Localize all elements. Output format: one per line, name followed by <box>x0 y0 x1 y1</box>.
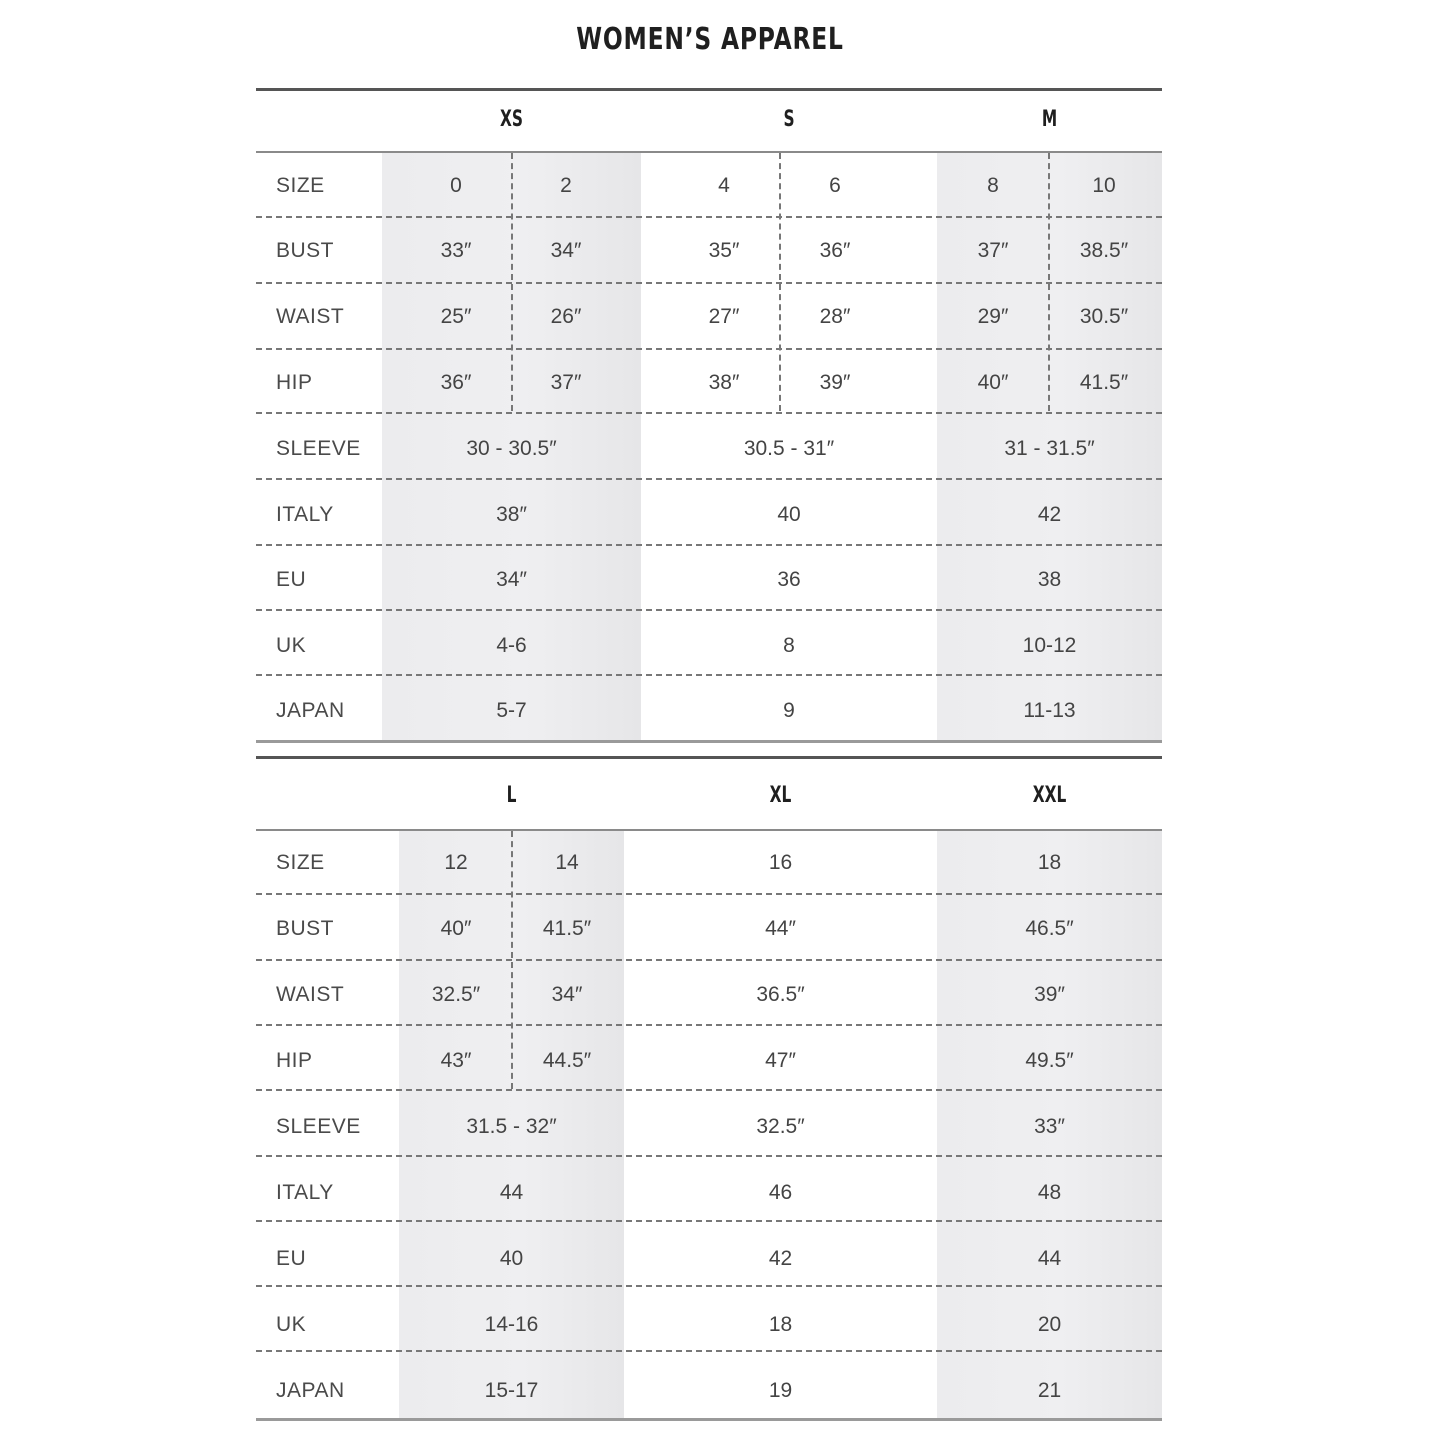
cell-waist: 26″ <box>550 305 582 328</box>
page-title: WOMEN’S APPAREL <box>576 22 844 57</box>
row-label-size: SIZE <box>276 174 325 197</box>
cell-size: 16 <box>768 851 793 874</box>
cell-hip: 39″ <box>819 371 851 394</box>
cell-size: 8 <box>987 174 999 197</box>
cell-italy: 48 <box>1037 1181 1062 1204</box>
cell-hip: 40″ <box>977 371 1009 394</box>
cell-size: 6 <box>829 174 841 197</box>
cell-waist: 30.5″ <box>1079 305 1129 328</box>
cell-japan: 21 <box>1037 1379 1062 1402</box>
cell-uk: 14-16 <box>484 1313 539 1336</box>
cell-waist: 29″ <box>977 305 1009 328</box>
row-label-bust: BUST <box>276 239 335 262</box>
cell-italy: 42 <box>1037 503 1062 526</box>
cell-sleeve: 33″ <box>1034 1115 1065 1138</box>
cell-japan: 5-7 <box>496 699 527 722</box>
cell-bust: 41.5″ <box>542 917 592 940</box>
header-xs: XS <box>500 107 523 132</box>
cell-size: 14 <box>555 851 579 874</box>
cell-sleeve: 31.5 - 32″ <box>466 1115 557 1138</box>
cell-hip: 47″ <box>765 1049 796 1072</box>
row-label-sleeve: SLEEVE <box>276 1115 361 1138</box>
cell-sleeve: 31 - 31.5″ <box>1004 437 1095 460</box>
cell-bust: 35″ <box>708 239 740 262</box>
cell-waist: 28″ <box>819 305 851 328</box>
cell-eu: 38 <box>1037 568 1062 591</box>
row-label-italy: ITALY <box>276 1181 334 1204</box>
row-label-sleeve: SLEEVE <box>276 437 361 460</box>
cell-size: 4 <box>718 174 730 197</box>
size-chart-xs-s-m <box>256 88 1162 743</box>
row-label-japan: JAPAN <box>276 699 345 722</box>
cell-waist: 32.5″ <box>431 983 481 1006</box>
cell-sleeve: 32.5″ <box>756 1115 805 1138</box>
row-label-hip: HIP <box>276 1049 313 1072</box>
cell-hip: 38″ <box>708 371 740 394</box>
cell-hip: 49.5″ <box>1025 1049 1074 1072</box>
cell-uk: 4-6 <box>496 634 527 657</box>
header-m: M <box>1041 107 1058 132</box>
cell-bust: 38.5″ <box>1079 239 1129 262</box>
cell-hip: 41.5″ <box>1079 371 1129 394</box>
cell-bust: 33″ <box>440 239 472 262</box>
cell-size: 2 <box>560 174 572 197</box>
row-label-hip: HIP <box>276 371 313 394</box>
cell-eu: 34″ <box>496 568 527 591</box>
cell-bust: 46.5″ <box>1025 917 1074 940</box>
cell-bust: 37″ <box>977 239 1009 262</box>
row-label-size: SIZE <box>276 851 325 874</box>
cell-japan: 11-13 <box>1023 699 1076 722</box>
cell-eu: 44 <box>1037 1247 1062 1270</box>
cell-italy: 44 <box>499 1181 524 1204</box>
row-label-eu: EU <box>276 1247 307 1270</box>
cell-italy: 38″ <box>496 503 527 526</box>
cell-waist: 25″ <box>440 305 472 328</box>
cell-hip: 43″ <box>440 1049 472 1072</box>
cell-uk: 10-12 <box>1022 634 1077 657</box>
row-label-waist: WAIST <box>276 983 345 1006</box>
header-xxl: XXL <box>1032 783 1067 808</box>
row-label-waist: WAIST <box>276 305 345 328</box>
cell-hip: 37″ <box>550 371 582 394</box>
header-l: L <box>506 783 517 808</box>
cell-japan: 9 <box>783 699 795 722</box>
cell-bust: 34″ <box>550 239 582 262</box>
cell-size: 10 <box>1092 174 1116 197</box>
cell-uk: 20 <box>1037 1313 1062 1336</box>
cell-sleeve: 30 - 30.5″ <box>466 437 557 460</box>
cell-uk: 18 <box>768 1313 793 1336</box>
cell-uk: 8 <box>783 634 795 657</box>
cell-eu: 36 <box>777 568 801 591</box>
size-chart-l-xl-xxl <box>256 756 1162 1421</box>
cell-size: 18 <box>1037 851 1062 874</box>
cell-hip: 36″ <box>440 371 472 394</box>
cell-size: 0 <box>450 174 462 197</box>
cell-japan: 15-17 <box>484 1379 539 1402</box>
header-xl: XL <box>769 783 792 808</box>
row-label-bust: BUST <box>276 917 335 940</box>
row-label-uk: UK <box>276 1313 307 1336</box>
cell-waist: 39″ <box>1034 983 1065 1006</box>
row-label-japan: JAPAN <box>276 1379 345 1402</box>
cell-italy: 46 <box>768 1181 793 1204</box>
cell-eu: 42 <box>768 1247 793 1270</box>
cell-bust: 36″ <box>819 239 851 262</box>
cell-waist: 27″ <box>708 305 740 328</box>
cell-size: 12 <box>444 851 468 874</box>
row-label-italy: ITALY <box>276 503 334 526</box>
cell-waist: 34″ <box>551 983 583 1006</box>
cell-hip: 44.5″ <box>542 1049 592 1072</box>
header-s: S <box>783 107 795 132</box>
row-label-eu: EU <box>276 568 307 591</box>
cell-italy: 40 <box>777 503 801 526</box>
cell-eu: 40 <box>499 1247 524 1270</box>
cell-bust: 40″ <box>440 917 472 940</box>
row-label-uk: UK <box>276 634 307 657</box>
cell-waist: 36.5″ <box>756 983 805 1006</box>
cell-japan: 19 <box>768 1379 793 1402</box>
cell-bust: 44″ <box>765 917 796 940</box>
cell-sleeve: 30.5 - 31″ <box>743 437 835 460</box>
